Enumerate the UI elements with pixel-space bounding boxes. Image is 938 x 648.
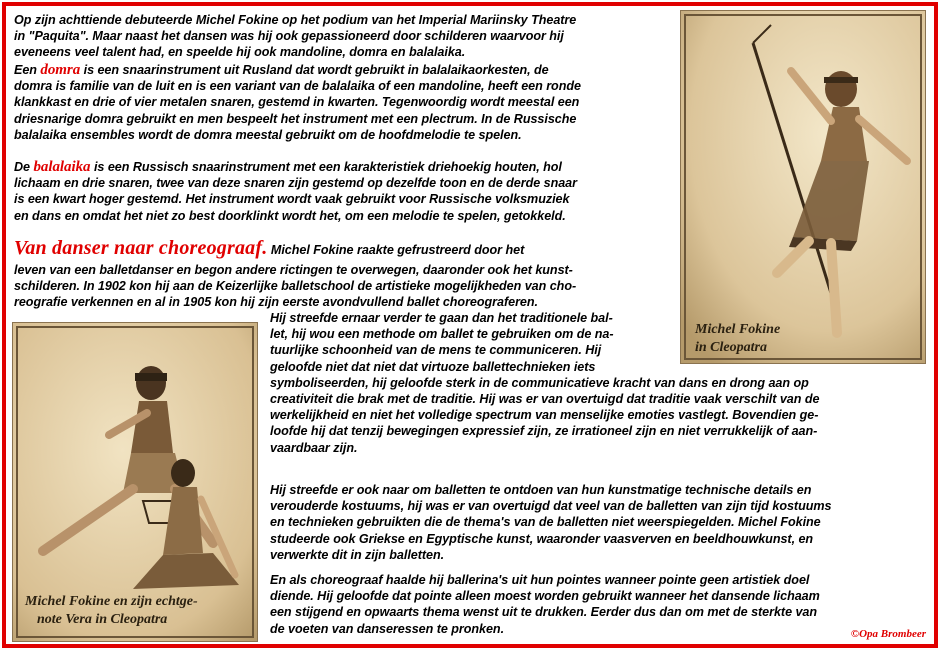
pointes-line: een stijgend en opwaarts thema wenst uit te drukken. Eerder dus dan om met de sterkte van xyxy=(270,605,818,620)
caption-line: note Vera in Cleopatra xyxy=(37,612,168,627)
choreo-first-rest: Michel Fokine raakte gefrustreerd door het xyxy=(270,243,525,257)
balalaika-line: is een kwart hoger gestemd. Het instrument wordt vaak gebruikt voor Russische volksmuziek xyxy=(14,192,570,207)
balalaika-prefix: De xyxy=(14,160,30,174)
domra-line: balalaika ensembles wordt de domra meestal gebruikt om de hoofdmelodie te spelen. xyxy=(14,127,522,142)
balalaika-first-rest: is een Russisch snaarinstrument met een karakteristiek driehoekig houten, hol xyxy=(93,160,562,174)
streefde-paragraph-2 xyxy=(270,482,831,563)
intro-line: Op zijn achttiende debuteerde Michel Fokine op het podium van het Imperial Mariinsky Theatre xyxy=(14,13,577,27)
streefde1-line: vaardbaar zijn. xyxy=(270,440,358,455)
intro-line: in "Paquita". Maar naast het dansen was hij ook gepassioneerd door schilderen waarvoor hij xyxy=(14,29,564,44)
balalaika-paragraph xyxy=(14,159,577,224)
streefde1-line: let, hij wou een methode om ballet te gebruiken om de na- xyxy=(270,327,614,342)
pointes-paragraph xyxy=(270,572,820,637)
domra-line: klankkast en drie of vier metalen snaren, gestemd in kwarten. Tegenwoordig wordt meestal een xyxy=(14,95,580,110)
caption-line: Michel Fokine xyxy=(695,322,781,337)
balalaika-line: en dans en omdat het niet zo best doorklinkt wordt het, om een melodie te spelen, getokkeld. xyxy=(14,208,566,223)
intro-line: eveneens veel talent had, en speelde hij ook mandoline, domra en balalaika. xyxy=(14,45,466,60)
choreo-first-line xyxy=(14,236,576,262)
domra-line: driesnarige domra gebruikt en men bespeelt het instrument met een plectrum. In de Russische xyxy=(14,111,577,126)
caption-line: in Cleopatra xyxy=(695,340,767,355)
domra-first-line xyxy=(14,62,581,78)
choreo-paragraph xyxy=(14,236,576,311)
balalaika-term: balalaika xyxy=(33,159,91,175)
streefde2-line: Hij streefde er ook naar om balletten te ontdoen van hun kunstmatige technische details en xyxy=(270,483,812,497)
choreo-line: schilderen. In 1902 kon hij aan de Keizerlijke balletschool de artistieke mogelijkheden van cho- xyxy=(14,279,577,294)
choreo-line: leven van een balletdanser en begon andere rictingen te overwegen, daaronder ook het kunst- xyxy=(14,263,573,277)
domra-term: domra xyxy=(40,62,81,78)
domra-paragraph xyxy=(14,62,581,143)
streefde2-line: studeerde ook Griekse en Egyptische kunst, waaronder vaasverven en beeldhouwkunst, en xyxy=(270,531,814,546)
intro-paragraph xyxy=(14,12,576,61)
copyright-credit: ©Opa Brombeer xyxy=(850,628,926,640)
caption-line: Michel Fokine en zijn echtge- xyxy=(25,594,198,609)
photo-fokine-vera-caption xyxy=(25,593,198,629)
pointes-line: diende. Hij geloofde dat pointe alleen moest worden gebruikt wanneer het dansende lichaam xyxy=(270,589,820,604)
section-heading: Van danser naar choreograaf. xyxy=(14,237,268,259)
dancer-solo-illustration xyxy=(681,11,925,363)
balalaika-line: lichaam en drie snaren, twee van deze snaren zijn gestemd op dezelfde toon en de derde snaar xyxy=(14,176,577,191)
choreo-line: reografie verkennen en al in 1905 kon hij zijn eerste avondvullend ballet choreograferen. xyxy=(14,295,538,310)
pointes-line: de voeten van danseressen te pronken. xyxy=(270,621,505,636)
streefde1-line: Hij streefde ernaar verder te gaan dan het traditionele bal- xyxy=(270,311,613,325)
balalaika-first-line xyxy=(14,159,577,175)
domra-prefix: Een xyxy=(14,63,37,77)
streefde1-line: loofde hij dat tenzij bewegingen expressief zijn, ze irrationeel zijn en niet verrukkelijk of aan- xyxy=(270,424,818,439)
photo-cleopatra-solo xyxy=(680,10,926,364)
domra-line: domra is familie van de luit en is een variant van de balalaika of een mandoline, heeft een ronde xyxy=(14,79,581,94)
streefde1-line: symboliseerden, hij geloofde sterk in de communicatieve kracht van dans en drong aan op xyxy=(270,375,809,390)
streefde1-line: geloofde niet dat niet dat virtuoze ballettechnieken iets xyxy=(270,359,596,374)
streefde1-line: tuurlijke schoonheid van de mens te communiceren. Hij xyxy=(270,343,602,358)
streefde2-line: verwerkte dit in zijn balletten. xyxy=(270,547,445,562)
streefde2-line: en technieken gebruikten die de thema's van de balletten niet weerspiegelden. Michel Fokine xyxy=(270,515,821,530)
pointes-line: En als choreograaf haalde hij ballerina's uit hun pointes wanneer pointe geen artistiek doel xyxy=(270,573,810,587)
streefde2-line: verouderde kostuums, hij was er van overtuigd dat veel van de balletten van zijn tijd kostuums xyxy=(270,499,832,514)
streefde1-line: creativiteit die brak met de traditie. Hij was er van overtuigd dat traditie vaak verschilt van de xyxy=(270,392,820,407)
domra-first-rest: is een snaarinstrument uit Rusland dat wordt gebruikt in balalaikaorkesten, de xyxy=(83,63,549,77)
photo-fokine-vera xyxy=(12,322,258,642)
photo-cleopatra-solo-caption xyxy=(695,321,780,357)
page-frame xyxy=(2,2,938,648)
streefde1-line: werkelijkheid en niet het volledige spectrum van menselijke emoties vastlegt. Bovendien ge- xyxy=(270,408,819,423)
